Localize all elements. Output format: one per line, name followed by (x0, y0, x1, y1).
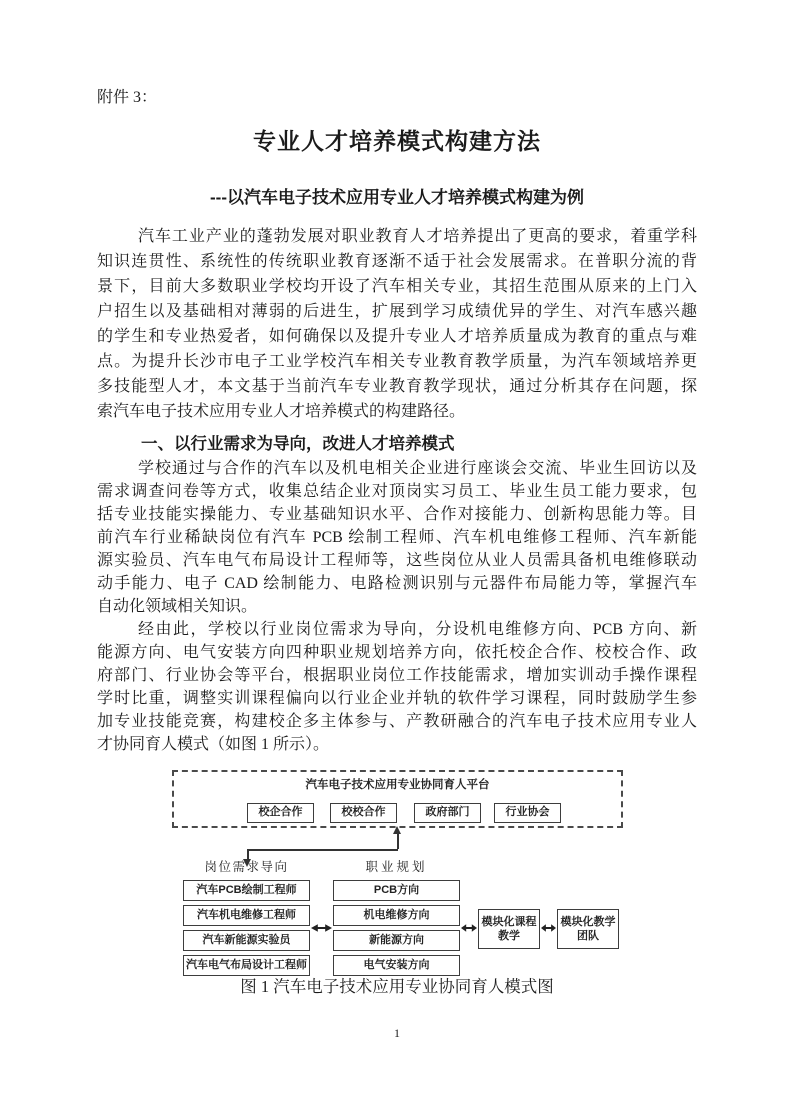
paragraph-line: 前汽车行业稀缺岗位有汽车 PCB 绘制工程师、汽车机电维修工程师、汽车新能 (97, 529, 697, 546)
paragraph-line: 学校通过与合作的汽车以及机电相关企业进行座谈会交流、毕业生回访以及 (138, 460, 697, 477)
paragraph-line: 汽车工业产业的蓬勃发展对职业教育人才培养提出了更高的要求，着重学科 (138, 228, 697, 245)
job-box: 汽车机电维修工程师 (183, 905, 310, 926)
paragraph-line: 索汽车电子技术应用专业人才培养模式的构建路径。 (97, 403, 466, 420)
paragraph-line: 府部门、行业协会等平台，根据职业岗位工作技能需求，增加实训动手操作课程 (97, 667, 697, 684)
connector-line (397, 833, 399, 849)
job-box: 汽车PCB绘制工程师 (183, 880, 310, 901)
paragraph-line: 的学生和专业热爱者，如何确保以及提升专业人才培养质量成为教育的重点与难 (97, 328, 697, 345)
module-box: 模块化教学团队 (557, 909, 619, 949)
direction-box: PCB方向 (333, 880, 460, 901)
paragraph-line: 点。为提升长沙市电子工业学校汽车相关专业教育教学质量，为汽车领域培养更 (97, 353, 697, 370)
direction-box: 机电维修方向 (333, 905, 460, 926)
direction-box: 新能源方向 (333, 930, 460, 951)
module-box: 模块化课程教学 (478, 909, 540, 949)
page-number: 1 (394, 1026, 400, 1040)
document-title: 专业人才培养模式构建方法 (253, 128, 541, 154)
paragraph-line: 才协同育人模式（如图 1 所示）。 (97, 736, 330, 753)
paragraph-line: 自动化领域相关知识。 (97, 598, 258, 615)
paragraph-line: 景下，目前大多数职业学校均开设了汽车相关专业，其招生范围从原来的上门入 (97, 278, 697, 295)
double-arrow-icon (541, 923, 556, 933)
paragraph-line: 经由此，学校以行业岗位需求为导向，分设机电维修方向、PCB 方向、新 (138, 621, 697, 638)
paragraph-line: 需求调查问卷等方式，收集总结企业对顶岗实习员工、毕业生员工能力要求，包 (97, 483, 697, 500)
paragraph-line: 多技能型人才，本文基于当前汽车专业教育教学现状，通过分析其存在问题，探 (97, 378, 697, 395)
paragraph-line: 动手能力、电子 CAD 绘制能力、电路检测识别与元器件布局能力等，掌握汽车 (97, 575, 697, 592)
middle-column-header: 职业规划 (365, 860, 428, 874)
paragraph-3 (97, 618, 697, 756)
platform-dashed-box (172, 770, 623, 828)
document-subtitle: ---以汽车电子技术应用专业人才培养模式构建为例 (210, 188, 584, 207)
paragraph-1 (97, 224, 697, 424)
paragraph-line: 知识连贯性、系统性的传统职业教育逐渐不适于社会发展需求。在普职分流的背 (97, 253, 697, 270)
section-heading-1: 一、以行业需求为导向，改进人才培养模式 (141, 435, 455, 453)
paragraph-line: 户招生以及基础相对薄弱的后进生，扩展到学习成绩优异的学生、对汽车感兴趣 (97, 303, 697, 320)
paragraph-line: 括专业技能实操能力、专业基础知识水平、合作对接能力、创新构思能力等。目 (97, 506, 697, 523)
left-column-header: 岗位需求导向 (204, 860, 289, 874)
paragraph-2 (97, 457, 697, 618)
platform-item-box: 行业协会 (494, 803, 561, 823)
paragraph-line: 源实验员、汽车电气布局设计工程师等，这些岗位从业人员需具备机电维修联动 (97, 552, 697, 569)
figure-caption: 图 1 汽车电子技术应用专业协同育人模式图 (240, 977, 554, 996)
job-box: 汽车电气布局设计工程师 (183, 955, 310, 976)
platform-title: 汽车电子技术应用专业协同育人平台 (305, 779, 490, 791)
platform-item-box: 校企合作 (247, 803, 314, 823)
double-arrow-icon (311, 923, 332, 933)
double-arrow-icon (461, 923, 477, 933)
attachment-label: 附件 3： (97, 89, 158, 106)
platform-item-box: 校校合作 (330, 803, 397, 823)
figure-1-diagram (170, 768, 626, 974)
paragraph-line: 能源方向、电气安装方向四种职业规划培养方向，依托校企合作、校校合作、政 (97, 644, 697, 661)
job-box: 汽车新能源实验员 (183, 930, 310, 951)
platform-item-box: 政府部门 (414, 803, 481, 823)
paragraph-line: 学时比重，调整实训课程偏向以行业企业并轨的软件学习课程，同时鼓励学生参 (97, 690, 697, 707)
direction-box: 电气安装方向 (333, 955, 460, 976)
connector-line (247, 849, 398, 851)
paragraph-line: 加专业技能竞赛，构建校企多主体参与、产教研融合的汽车电子技术应用专业人 (97, 713, 697, 730)
